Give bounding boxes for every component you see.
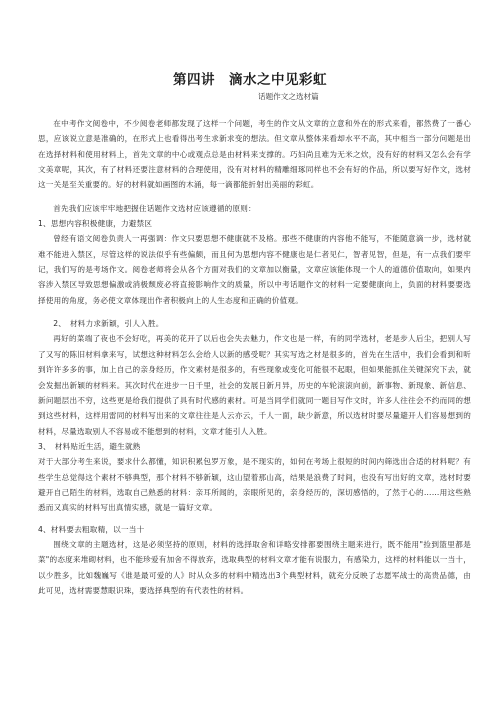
section-paragraph-1: 曾经有语文阅卷负责人一再强调：作文只要思想不健康就不及格。那些不健康的内容他不能写，不能随意滴一步，选材就难不能进入禁区，尽管这样的说法似乎有些偏颇，而且何为思想内容不健康也是仁者见仁，智者见智，但是，有一点我们要牢记，我们写的是考场作文。阅卷老师将会从各个方面对我们的文章加以衡量，文章应该能体现一个人的道德价值取向，如果内容涉入禁区导致思想偏激或消极颓废必将直接影响作文的质量，所以中考话题作文的材料一定要健康向上，负面的材料要要选择使用的角度，务必使文章体现出作者积极向上的人生态度和正确的价值观。 [38,234,471,305]
intro-paragraph: 在中考作文阅卷中，不少阅卷老师都发现了这样一个问题，考生的作文从文章的立意和外在的形式来看，都然费了一番心思，应该说立意是准确的，在形式上也看得出考生求新求变的想法。但文章从整体来看却水平不高，其中相当一部分问题是出在选择材料和使用材料上，首先文章的中心或观点总是由材料来支撑的。巧妇尚且难为无米之炊，没有好的材料又怎么会有学文美章呢，其次，有了材料还要注意材料的合理使用，没有对材料的精雕细琢同样也不会有好的作品，所以要写好作文，选材这一关是至关重要的。好的材料就如画图的木涌，每一滴都能折射出美丽的彩虹。 [38,119,471,190]
section-paragraph-3: 对于大部分考生来说，要求什么都懂，知识积累包罗万象，是不现实的，如何在考场上很短的时间内筛选出合适的材料呢？有些学生总觉得这个素材不够典型，那个材料不够新颖，这山望着那山高，结果是浪费了时间，也没有写出好的文章，选材时要避开自己陌生的材料，选取自己熟悉的材料：亲耳所闻的，亲眼所见的，亲身经历的，深切感悟的，了然于心的……用这些熟悉而又真实的材料写出真情实感，就是一篇好文章。 [38,457,471,513]
section-heading-2: 2、 材料力求新颖，引人入胜。 [53,319,164,329]
spacer [38,308,471,316]
document-body [38,116,471,598]
section-heading-3: 3、 材料贴近生活，避生就熟 [38,441,141,451]
section-heading-4: 4、材料要去粗取精，以一当十 [38,524,145,534]
page-title: 第四讲 滴水之中见彩虹 [173,72,327,88]
section-paragraph-2: 再好的菜端了夜也不会好吃，再美的花开了以后也会失去魅力，作文也是一样，有的同学选材，老是步人后尘，把别人写了又写的陈旧材料拿来写，试想这种材料怎么会给人以新的感受呢？其实写选之材是很多的，首先在生活中，我们会看到和听到许许多多的事，加上自己的亲身经历，作文素材是很多的，有些现象或变化可能很不起眼，但如果能抓住关键深究下去，就会发掘出新颖的材料来。其次时代在进步一日千里，社会的发展日新月异，历史的车轮滚滚向前，新事物、新现象、新信息、新问题层出不穷，这些更是给我们提供了具有时代感的素材。可是当同学们就同一题目写作文时，许多人往往会不约而同的想到这些材料，这样用雷同的材料写出来的文章往往是人云亦云，千人一面，缺少新意，所以选材时要尽量避开人们容易想到的材料，尽量选取别人不容易或不能想到的材料，文章才能引人入胜。 [38,334,471,436]
page-subtitle: 话题作文之选材篇 [258,92,319,101]
spacer [38,193,471,201]
section-heading-1: 1、思想内容积极健康，力避禁区 [38,219,153,229]
principles-intro: 首先我们应该牢牢地把握住话题作文选材应该遵循的原则： [53,203,256,213]
section-paragraph-4: 围绕文章的主题选材，这是必须坚持的原则，材料的选择取舍和详略安排都要围绕主题来进行，既不能用"捡到篮里都是菜"的态度来堆砌材料，也不能珍爱有加舍不得放弃，选取典型的材料文章才能有说服力，有感染力，这样的材料能以一当十，以少胜多，比如魏巍写《谁是最可爱的人》时从众多的材料中精选出3个典型材料，就充分反映了志愿军战士的高贵品德，由此可见，选材需要慧眼识珠，要选择典型的有代表性的材料。 [38,539,471,595]
